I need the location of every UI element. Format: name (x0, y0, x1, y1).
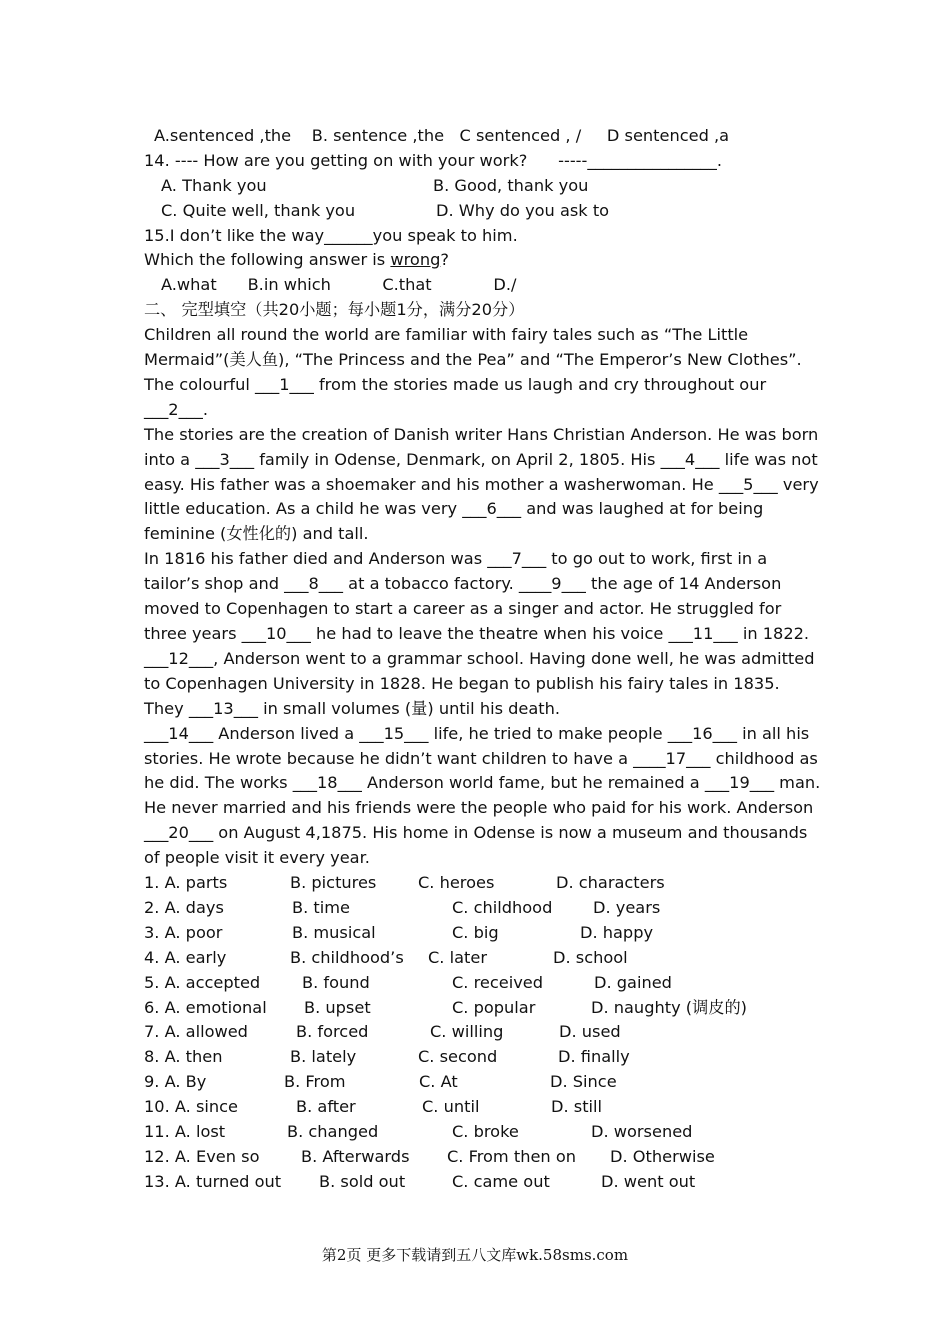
choice-option: B. after (296, 1097, 356, 1117)
choice-row (144, 1070, 824, 1095)
document-page (144, 124, 824, 1195)
passage-paragraph: The stories are the creation of Danish writer Hans Christian Anderson. He was born into a ___3___ family in Odense, Denmark, on April 2, 1805. His ___4___ life was not easy. His father was a shoemaker and his mother a washerwoman. He ___5___ very little education. As a child he was very ___6___ and was laughed at for being feminine (女性化的) and tall. (144, 424, 819, 544)
choice-option: D. school (553, 947, 628, 967)
choice-option: B. forced (296, 1022, 369, 1042)
choice-option: 4. A. early (144, 947, 227, 967)
choice-option: B. lately (290, 1047, 357, 1067)
choice-option: B. time (292, 897, 350, 917)
choice-option: B. musical (292, 922, 376, 942)
q14-option-d: D. Why do you ask to (436, 200, 610, 220)
choice-option: B. found (302, 972, 370, 992)
q14-option-a: A. Thank you (161, 175, 267, 195)
q13-options: A.sentenced ,the B. sentence ,the C sentenced , / D sentenced ,a (154, 126, 730, 145)
choice-option: 2. A. days (144, 897, 224, 917)
q15-options: A.what B.in which C.that D./ (161, 275, 517, 295)
q14-option-c: C. Quite well, thank you (161, 200, 356, 220)
choice-row (144, 1145, 824, 1170)
choice-option: D. used (559, 1022, 621, 1042)
choice-row (144, 946, 824, 971)
q14-options-row1 (144, 174, 824, 199)
choice-row (144, 1020, 824, 1045)
choice-option: D. finally (558, 1047, 630, 1067)
choice-option: 8. A. then (144, 1047, 223, 1067)
choice-option: B. sold out (319, 1171, 406, 1191)
choice-option: D. characters (556, 873, 665, 893)
choice-row (144, 1045, 824, 1070)
cloze-choices (144, 871, 824, 1195)
choice-option: D. Since (550, 1072, 617, 1092)
choice-option: D. still (551, 1097, 603, 1117)
choice-option: C. heroes (418, 873, 495, 893)
choice-option: B. upset (304, 997, 371, 1017)
choice-option: C. At (419, 1072, 458, 1092)
choice-option: C. came out (452, 1171, 550, 1191)
passage-paragraph: ___12___, Anderson went to a grammar school. Having done well, he was admitted to Copenhagen University in 1828. He began to publish his fairy tales in 1835. They ___13___ in small volumes (量) until his death. (144, 648, 815, 718)
choice-row (144, 971, 824, 996)
choice-row (144, 1120, 824, 1145)
choice-row (144, 896, 824, 921)
choice-option: B. Afterwards (301, 1146, 410, 1166)
choice-option: C. popular (452, 997, 536, 1017)
choice-row (144, 921, 824, 946)
choice-option: D. worsened (591, 1121, 693, 1141)
choice-option: D. naughty (调皮的) (591, 997, 747, 1017)
choice-row (144, 996, 824, 1021)
choice-option: C. received (452, 972, 544, 992)
choice-option: 3. A. poor (144, 922, 223, 942)
choice-row (144, 1095, 824, 1120)
choice-option: B. pictures (290, 873, 377, 893)
choice-option: 12. A. Even so (144, 1146, 260, 1166)
q14-option-b: B. Good, thank you (433, 175, 589, 195)
choice-option: 13. A. turned out (144, 1171, 282, 1191)
choice-option: D. happy (580, 922, 654, 942)
cloze-passage (144, 323, 824, 871)
choice-option: 7. A. allowed (144, 1022, 248, 1042)
choice-row (144, 1170, 824, 1195)
choice-option: C. willing (430, 1022, 504, 1042)
choice-option: C. later (428, 947, 487, 967)
q15-which-suffix: ? (440, 250, 449, 270)
section-heading: 二、 完型填空（共20小题；每小题1分，满分20分） (144, 300, 525, 320)
choice-option: 11. A. lost (144, 1121, 226, 1141)
choice-option: 1. A. parts (144, 873, 228, 893)
q14-options-row2 (144, 199, 824, 224)
choice-option: B. changed (287, 1121, 379, 1141)
choice-option: D. gained (594, 972, 672, 992)
choice-option: D. went out (601, 1171, 696, 1191)
choice-option: C. until (422, 1097, 480, 1117)
q15-stem: 15.I don’t like the way______you speak to him. (144, 225, 518, 245)
choice-option: B. From (284, 1072, 346, 1092)
choice-option: 5. A. accepted (144, 972, 261, 992)
passage-paragraph: Children all round the world are familiar with fairy tales such as “The Little Mermaid”(美人鱼), “The Princess and the Pea” and “The Emperor’s New Clothes”. The colourful ___1___ from the stories made us laugh and cry throughout our ___2___. (144, 325, 802, 419)
q15-which-prefix: Which the following answer is (144, 250, 391, 270)
passage-paragraph: ___14___ Anderson lived a ___15___ life, he tried to make people ___16___ in all his stories. He wrote because he didn’t want children to have a ____17___ childhood as he did. The works ___18___ Anderson world fame, but he remained a ___19___ man. He never married and his friends were the people who paid for his work. Anderson ___20___ on August 4,1875. His home in Odense is now a museum and thousands of people visit it every year. (144, 723, 821, 868)
q15-which (144, 248, 824, 273)
q15-wrong-word: wrong (390, 250, 441, 270)
choice-option: 6. A. emotional (144, 997, 267, 1017)
choice-option: B. childhood’s (290, 947, 404, 967)
choice-option: 10. A. since (144, 1097, 239, 1117)
choice-option: C. big (452, 922, 499, 942)
passage-paragraph: In 1816 his father died and Anderson was ___7___ to go out to work, first in a tailor’s shop and ___8___ at a tobacco factory. ____9___ the age of 14 Anderson moved to Copenhagen to start a career as a singer and actor. He struggled for three years ___10___ he had to leave the theatre when his voice ___11___ in 1822. (144, 549, 810, 643)
choice-option: C. From then on (447, 1146, 576, 1166)
choice-option: C. second (418, 1047, 498, 1067)
page-footer: 第2页 更多下载请到五八文库wk.58sms.com (321, 1246, 629, 1264)
q14-stem: 14. ---- How are you getting on with your work? -----________________. (144, 150, 723, 170)
choice-row (144, 871, 824, 896)
choice-option: C. broke (452, 1121, 519, 1141)
choice-option: D. years (593, 897, 661, 917)
choice-option: D. Otherwise (610, 1146, 715, 1166)
choice-option: C. childhood (452, 897, 553, 917)
choice-option: 9. A. By (144, 1072, 207, 1092)
